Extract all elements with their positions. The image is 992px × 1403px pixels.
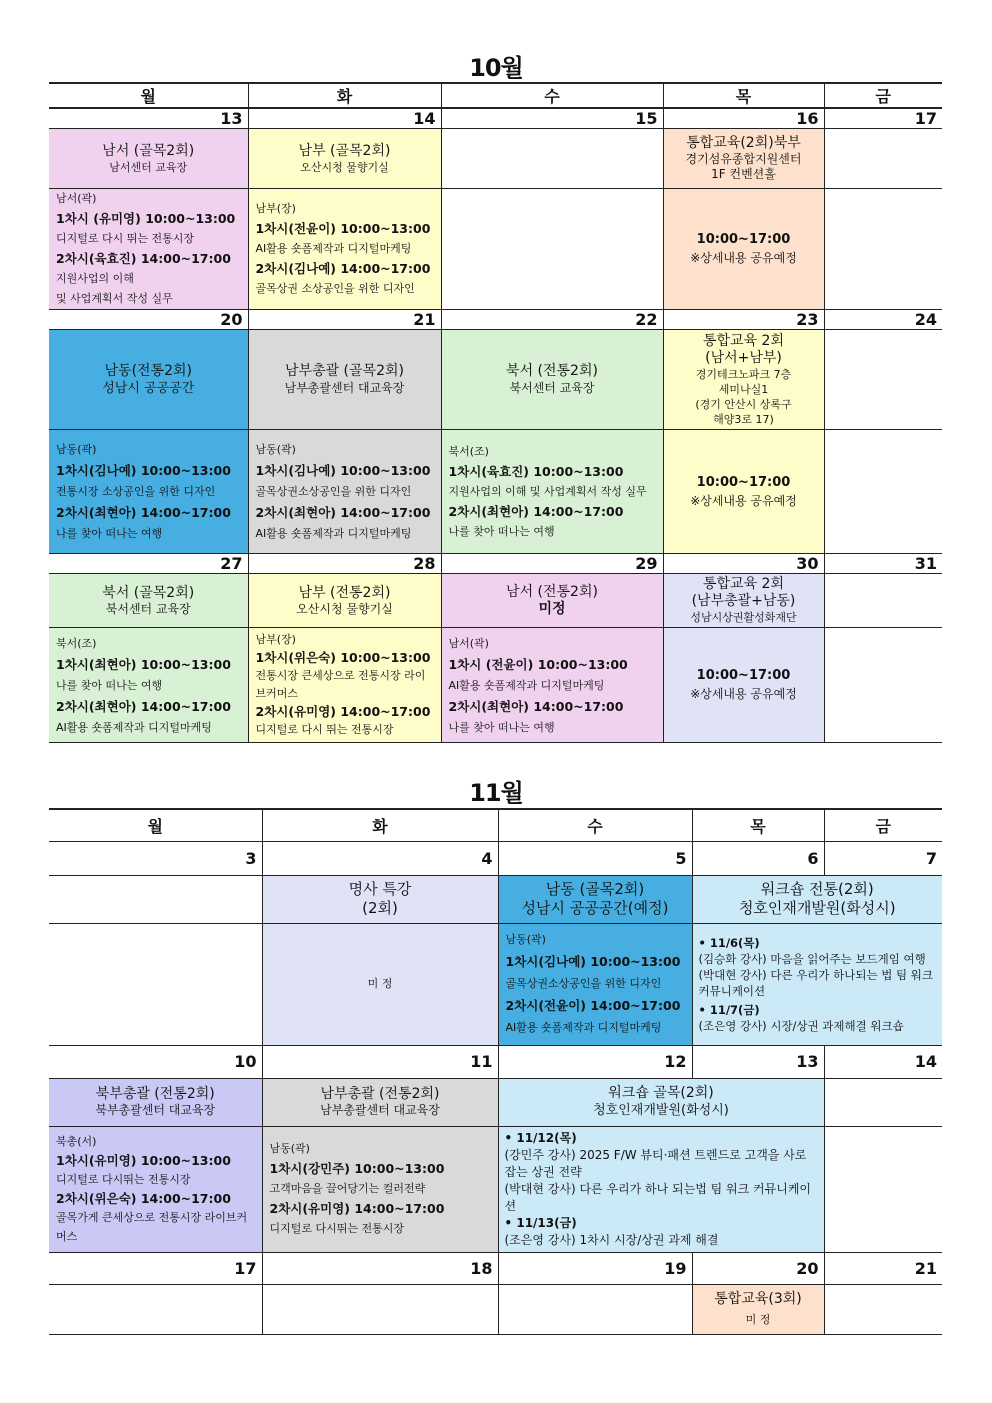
october-calendar [49, 82, 942, 743]
detail-line: 1차시(김나예) 10:00~13:00 [255, 463, 431, 478]
event-location: (경기 안산시 상록구 [695, 397, 792, 411]
session-note: ※상세내용 공유예정 [690, 687, 797, 701]
detail-line: 북서(조) [56, 636, 97, 650]
detail-line: 골목상권소상공인을 위한 디자인 [255, 485, 412, 498]
empty-cell [49, 923, 262, 1045]
detail-line: AI활용 숏폼제작과 디지털마케팅 [448, 678, 605, 692]
detail-line: 1차시(강민주) 10:00~13:00 [269, 1161, 445, 1176]
session-detail [248, 430, 441, 554]
event-header [248, 129, 441, 189]
detail-line: 전통시장 큰세상으로 전통시장 라이브커머스 [255, 669, 426, 700]
detail-line: 1차시(전윤이) 10:00~13:00 [255, 221, 431, 236]
session-time: 10:00~17:00 [696, 474, 791, 490]
detail-line: 1차시(육효진) 10:00~13:00 [448, 463, 624, 479]
event-header [692, 875, 942, 923]
event-header [498, 1078, 824, 1126]
date-cell: 19 [498, 1252, 692, 1284]
session-detail [498, 923, 692, 1045]
date-cell: 20 [692, 1252, 824, 1284]
detail-line: 나를 찾아 떠나는 여행 [448, 524, 555, 538]
detail-line: 및 사업계획서 작성 실무 [56, 292, 173, 305]
detail-line: 1차시(위은숙) 10:00~13:00 [255, 650, 431, 665]
session-detail [248, 189, 441, 310]
event-location: 성남시 공공공간 [102, 380, 195, 396]
detail-line: 남서(곽) [448, 636, 489, 650]
event-title: 워크숍 전통(2회) [760, 880, 874, 898]
event-location: 오산시청 물향기실 [296, 601, 393, 616]
event-location: 북서센터 교육장 [509, 380, 595, 395]
detail-line: 2차시(최현아) 14:00~17:00 [56, 505, 231, 520]
detail-line: (김승화 강사) 마음을 읽어주는 보드게임 여행 [698, 951, 926, 966]
event-title: 통합교육 2회 [703, 576, 784, 592]
event-title: 북서 (골목2회) [102, 584, 195, 601]
empty-cell [824, 189, 942, 310]
detail-line: (박대현 강사) 다른 우리가 하나 되는법 팀 워크 커뮤니케이션 [504, 1181, 811, 1213]
date-cell: 17 [49, 1252, 262, 1284]
session-detail [441, 430, 663, 554]
empty-cell [824, 628, 942, 743]
detail-line: 1차시 (전윤이) 10:00~13:00 [448, 656, 628, 672]
detail-line: 지원사업의 이해 [56, 272, 134, 285]
event-header [663, 129, 824, 189]
detail-line: 고객마음을 끌어당기는 컬러전략 [269, 1182, 426, 1195]
session-detail [663, 189, 824, 310]
date-cell: 27 [49, 554, 248, 574]
event-title: 남동 (골목2회) [545, 880, 645, 898]
event-title: (남서+남부) [705, 349, 782, 366]
date-cell: 30 [663, 554, 824, 574]
date-cell: 10 [49, 1045, 262, 1078]
empty-cell [824, 1284, 942, 1334]
session-note: ※상세내용 공유예정 [690, 251, 797, 265]
date-cell: 4 [262, 841, 498, 875]
detail-line: 나를 찾아 떠나는 여행 [448, 720, 555, 734]
detail-line: • 11/7(금) [698, 1002, 760, 1017]
event-header [663, 574, 824, 628]
session-time: 10:00~17:00 [696, 232, 791, 247]
event-location: 청호인재개발원(화성시) [593, 1103, 729, 1118]
detail-line: 북서(조) [448, 444, 489, 458]
event-header [49, 1078, 262, 1126]
date-cell: 14 [824, 1045, 942, 1078]
event-location: 성남시상권활성화재단 [690, 611, 797, 624]
session-detail [49, 189, 248, 310]
date-cell: 11 [262, 1045, 498, 1078]
date-cell: 15 [441, 108, 663, 129]
event-location: 미 정 [745, 1313, 771, 1326]
detail-line: 디지털로 다시뛰는 전통시장 [269, 1222, 405, 1235]
day-header-thu: 목 [692, 809, 824, 841]
empty-cell [824, 574, 942, 628]
detail-line: 1차시(김나예) 10:00~13:00 [505, 954, 681, 969]
event-location: 북부총괄센터 대교육장 [95, 1103, 216, 1117]
detail-line: 북총(서) [56, 1135, 97, 1148]
event-header [441, 330, 663, 430]
empty-cell [49, 1284, 262, 1334]
session-detail [441, 628, 663, 743]
day-header-wed: 수 [441, 83, 663, 108]
detail-line: 디지털로 다시 뛰는 전통시장 [255, 723, 394, 736]
date-cell: 23 [663, 310, 824, 330]
day-header-mon: 월 [49, 83, 248, 108]
event-title: 통합교육(2회)북부 [686, 135, 801, 151]
event-location: 북서센터 교육장 [105, 601, 191, 616]
date-cell: 12 [498, 1045, 692, 1078]
event-header [49, 574, 248, 628]
detail-line: 남동(곽) [56, 443, 97, 456]
date-cell: 29 [441, 554, 663, 574]
event-location: 미정 [538, 600, 566, 617]
detail-line: 남부(장) [255, 202, 296, 215]
event-location: 성남시 공공공간(예정) [521, 899, 669, 917]
session-detail [248, 628, 441, 743]
detail-line: 1차시(유미영) 10:00~13:00 [56, 1153, 231, 1168]
detail-line: AI활용 숏폼제작과 디지털마케팅 [255, 242, 412, 255]
event-title: 북부총괄 (전통2회) [95, 1086, 215, 1102]
detail-line: 1차시 (유미영) 10:00~13:00 [56, 211, 236, 226]
detail-line: 지원사업의 이해 및 사업계획서 작성 실무 [448, 484, 647, 498]
detail-line: (박대현 강사) 다른 우리가 하나되는 법 팀 워크 커뮤니케이션 [698, 967, 934, 998]
event-location: 남부총괄센터 대교육장 [284, 380, 405, 395]
event-title: 남서 (골목2회) [102, 142, 195, 159]
date-cell: 20 [49, 310, 248, 330]
event-title: 남부 (전통2회) [298, 584, 391, 601]
event-header [248, 330, 441, 430]
event-location: 1F 컨벤션홀 [711, 167, 776, 181]
event-location: 청호인재개발원(화성시) [738, 899, 896, 917]
event-header [49, 330, 248, 430]
event-title: 남부 (골목2회) [298, 142, 391, 159]
date-cell: 13 [49, 108, 248, 129]
detail-line: 남서(곽) [56, 192, 97, 205]
detail-line: 2차시(육효진) 14:00~17:00 [56, 251, 231, 266]
event-location: 오산시청 물향기실 [300, 160, 389, 174]
detail-line: (조은영 강사) 시장/상권 과제해결 워크숍 [698, 1018, 904, 1033]
event-title: 남부총괄 (전통2회) [320, 1086, 440, 1102]
day-header-tue: 화 [262, 809, 498, 841]
event-header [692, 1284, 824, 1334]
date-cell: 31 [824, 554, 942, 574]
day-header-fri: 금 [824, 809, 942, 841]
empty-cell [824, 1078, 942, 1126]
date-cell: 14 [248, 108, 441, 129]
date-cell: 24 [824, 310, 942, 330]
day-header-wed: 수 [498, 809, 692, 841]
detail-line: 남동(곽) [269, 1142, 310, 1155]
detail-line: 2차시(최현아) 14:00~17:00 [448, 503, 624, 519]
date-cell: 18 [262, 1252, 498, 1284]
event-header [663, 330, 824, 430]
empty-cell [824, 129, 942, 189]
detail-line: AI활용 숏폼제작과 디지털마케팅 [56, 720, 212, 734]
event-title: 남부총괄 (골목2회) [285, 362, 404, 379]
day-header-tue: 화 [248, 83, 441, 108]
detail-line: 2차시(위은숙) 14:00~17:00 [56, 1191, 231, 1206]
empty-cell [498, 1284, 692, 1334]
detail-line: 2차시(유미영) 14:00~17:00 [255, 704, 431, 719]
detail-line: AI활용 숏폼제작과 디지털마케팅 [505, 1021, 662, 1034]
empty-cell [824, 330, 942, 430]
session-detail [49, 430, 248, 554]
date-cell: 5 [498, 841, 692, 875]
event-title: 통합교육 2회 [703, 332, 784, 349]
date-cell: 22 [441, 310, 663, 330]
detail-line: AI활용 숏폼제작과 디지털마케팅 [255, 527, 412, 540]
date-cell: 6 [692, 841, 824, 875]
detail-line: 전통시장 소상공인을 위한 디자인 [56, 485, 216, 498]
detail-line: (강민주 강사) 2025 F/W 뷰티·패션 트렌드로 고객을 사로잡는 상권 전략 [504, 1147, 807, 1179]
detail-line: 남부(장) [255, 633, 296, 646]
empty-cell [262, 1284, 498, 1334]
detail-line: 1차시(김나예) 10:00~13:00 [56, 463, 231, 478]
event-title: 북서 (전통2회) [506, 362, 598, 379]
event-header [441, 574, 663, 628]
date-cell: 16 [663, 108, 824, 129]
event-title: 남서 (전통2회) [506, 583, 598, 600]
event-title: (2회) [362, 899, 398, 917]
session-time: 10:00~17:00 [696, 668, 791, 683]
session-detail [49, 628, 248, 743]
detail-line: 디지털로 다시 뛰는 전통시장 [56, 232, 195, 245]
day-header-thu: 목 [663, 83, 824, 108]
event-header [262, 1078, 498, 1126]
event-title: 통합교육(3회) [714, 1291, 802, 1307]
detail-line: • 11/13(금) [504, 1215, 577, 1230]
session-detail [49, 1126, 262, 1252]
detail-line: • 11/12(목) [504, 1130, 577, 1145]
detail-line: (조은영 강사) 1차시 시장/상권 과제 해결 [504, 1232, 719, 1247]
detail-line: 2차시(유미영) 14:00~17:00 [269, 1201, 445, 1216]
session-detail [692, 923, 942, 1045]
session-detail [663, 628, 824, 743]
detail-line: 디지털로 다시뛰는 전통시장 [56, 1173, 191, 1186]
day-header-mon: 월 [49, 809, 262, 841]
session-detail [663, 430, 824, 554]
detail-line: 2차시(김나예) 14:00~17:00 [255, 261, 431, 276]
event-location: 경기테크노파크 7층 [695, 367, 792, 381]
session-detail [498, 1126, 824, 1252]
detail-line: 나를 찾아 떠나는 여행 [56, 678, 163, 692]
event-header [49, 129, 248, 189]
event-title: 명사 특강 [348, 880, 412, 898]
date-cell: 17 [824, 108, 942, 129]
event-header [248, 574, 441, 628]
detail-line: 2차시(전윤이) 14:00~17:00 [505, 998, 681, 1013]
detail-line: 골목상권 소상공인을 위한 디자인 [255, 282, 415, 295]
detail-line: 남동(곽) [255, 443, 296, 456]
detail-line: 1차시(최현아) 10:00~13:00 [56, 656, 231, 672]
event-title: (남부총괄+남동) [691, 593, 796, 609]
session-detail: 미 정 [262, 923, 498, 1045]
empty-cell [441, 129, 663, 189]
date-cell: 21 [824, 1252, 942, 1284]
detail-line: 2차시(최현아) 14:00~17:00 [56, 698, 231, 714]
event-location: 해양3로 17) [713, 412, 774, 426]
detail-line: 2차시(최현아) 14:00~17:00 [255, 505, 431, 520]
detail-line: • 11/6(목) [698, 935, 760, 950]
event-header [498, 875, 692, 923]
date-cell: 3 [49, 841, 262, 875]
november-title: 11월 [469, 779, 523, 807]
detail-line: 골목가게 큰세상으로 전통시장 라이브커머스 [56, 1211, 248, 1243]
event-location: 세미나실1 [718, 382, 769, 396]
empty-cell [824, 430, 942, 554]
november-calendar [49, 808, 942, 1335]
event-header [262, 875, 498, 923]
october-title: 10월 [469, 54, 523, 82]
date-cell: 7 [824, 841, 942, 875]
empty-cell [824, 1126, 942, 1252]
session-detail [262, 1126, 498, 1252]
detail-line: 골목상권소상공인을 위한 디자인 [505, 977, 662, 990]
detail-line: 남동(곽) [505, 933, 546, 946]
date-cell: 13 [692, 1045, 824, 1078]
event-location: 경기섬유종합지원센터 [685, 152, 802, 166]
detail-line: 나를 찾아 떠나는 여행 [56, 527, 163, 540]
empty-cell [49, 875, 262, 923]
event-title: 워크숍 골목(2회) [608, 1085, 714, 1101]
event-title: 남동(전통2회) [104, 362, 192, 379]
date-cell: 28 [248, 554, 441, 574]
empty-cell [441, 189, 663, 310]
event-location: 남부총괄센터 대교육장 [320, 1103, 440, 1117]
event-location: 남서센터 교육장 [109, 160, 188, 174]
detail-line: 2차시(최현아) 14:00~17:00 [448, 698, 624, 714]
date-cell: 21 [248, 310, 441, 330]
session-note: ※상세내용 공유예정 [690, 493, 797, 508]
day-header-fri: 금 [824, 83, 942, 108]
